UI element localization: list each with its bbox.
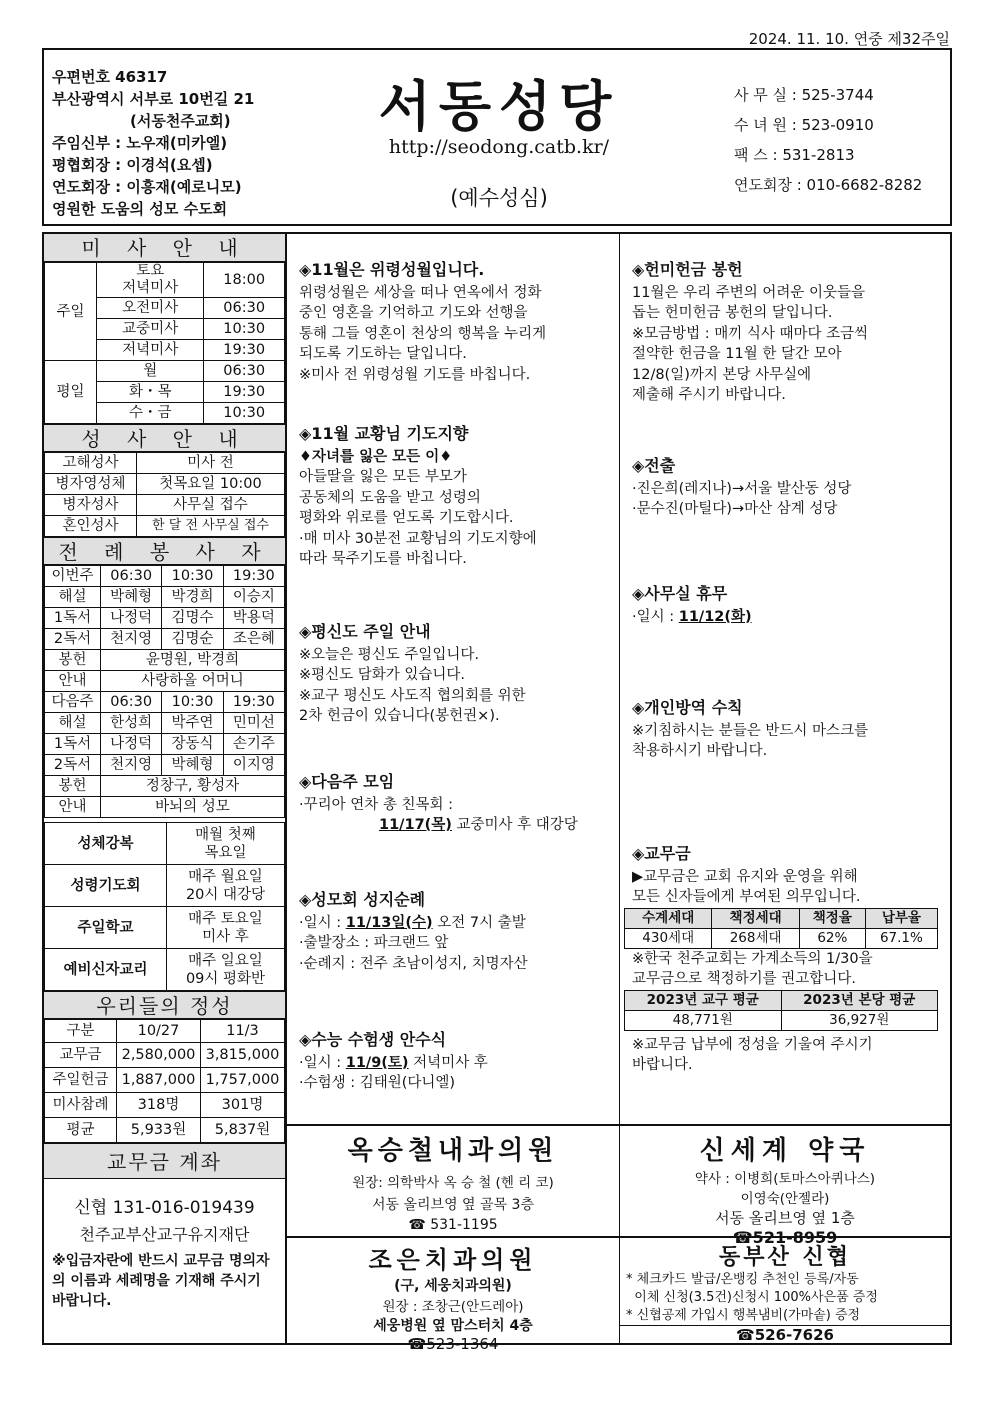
ad-dental: 조은치과의원 (구, 세웅치과의원) 원장 : 조창근(안드레아) 세웅병원 옆 맘스터치 4층 ☎523-1364 [287,1236,620,1343]
notice-health-rules: ◈개인방역 수칙 ※기침하시는 분들은 반드시 마스크를 착용하시기 바랍니다. [632,698,869,759]
notice-dues: ◈교무금 ▶교무금은 교회 유지와 운영을 위해 모든 신자들에게 부여된 의무입니다. 수계세대 책정세대 책정율 납부율 430세대 268세대 62% 67.1% ※한국 천주교회는 가계소득의 1/30을 교무금으로 책정하기를 권고합니다. 2023년 교구 평균 2023년 본당 평균 48,771원 36,927원 ※교무금 납부에 정성을 기울여 주시기 바랍니다. [632,844,950,1076]
sacrament-title: 성 사 안 내 [44,424,285,452]
account-number: 신협 131-016-019439 [74,1198,255,1218]
issue-date: 2024. 11. 10. 연중 제32주일 [748,30,950,48]
servers-title: 전 례 봉 사 자 [44,537,285,565]
mass-table: 주일 토요 저녁미사 18:00 오전미사 06:30 교중미사 10:30 저녁미사 19:30 평일 월 06:30 화・목 19:30 수・금 10:30 [44,262,285,424]
contact-list: 사 무 실 : 525-3744 수 녀 원 : 523-0910 팩 스 : 531-2813 연도회장 : 010-6682-8282 [734,86,923,194]
notice-next-meeting: ◈다음주 모임 ·꾸리아 연차 총 친목회 : 11/17(목) 교중미사 후 대강당 [299,772,578,833]
account-note: ※입금자란에 반드시 교무금 명의자의 이름과 세례명을 기재해 주시기 바랍니다. [52,1253,270,1309]
ad-pharmacy: 신세계 약국 약사 : 이병희(토마스아퀴나스) 이영숙(안젤라) 서동 올리브영 옆 1층 ☎521-8959 [620,1124,950,1236]
offering-table: 구분 10/27 11/3 교무금 2,580,000 3,815,000 주일헌금 1,887,000 1,757,000 미사참례 318명 301명 평균 5,933원 5,837원 [44,1019,285,1143]
account-title: 교무금 계좌 [44,1143,285,1179]
notice-exam-blessing: ◈수능 수험생 안수식 ·일시 : 11/9(토) 저녁미사 후 ·수험생 : 김태원(다니엘) [299,1030,488,1091]
motto: (예수성심) [450,186,548,210]
church-title: 서동성당 [378,74,620,138]
church-url[interactable]: http://seodong.catb.kr/ [388,136,610,158]
notice-pope-intention: ◈11월 교황님 기도지향 ♦자녀를 잃은 모든 이♦ 아들딸을 잃은 모든 부모가 공동체의 도움을 받고 성령의 평화와 위로를 얻도록 기도합시다. ·매 미사 30분전 교황님의 기도지향에 따라 묵주기도를 바칩니다. [299,424,537,567]
average-table: 2023년 교구 평균 2023년 본당 평균 48,771원 36,927원 [624,990,938,1031]
meetings-table: 성체강복 매월 첫째 목요일 성령기도회 매주 월요일 20시 대강당 주일학교 매주 토요일 미사 후 예비신자교리 매주 일요일 09시 평화반 [44,822,285,991]
notice-column-2 [287,234,620,1124]
church-info: 우편번호 46317 부산광역시 서부로 10번길 21 (서동천주교회) 주임신부 : 노우재(미카엘) 평협회장 : 이경석(요셉) 연도회장 : 이흥재(예로니모) 영원한 도움의 성모 수도회 [52,68,255,218]
sacrament-table: 고해성사 미사 전 병자영성체 첫목요일 10:00 병자성사 사무실 접수 혼인성사 한 달 전 사무실 접수 [44,452,285,537]
notice-soul-month: ◈11월은 위령성월입니다. 위령성월은 세상을 떠나 연옥에서 정화 중인 영혼을 기억하고 기도와 선행을 통해 그들 영혼이 천상의 행복을 누리게 되도록 기도하는 달입니다. ※미사 전 위령성월 기도를 바칩니다. [299,260,547,383]
ad-credit-union: 동부산 신협 * 체크카드 발급/온뱅킹 추천인 등록/자동 이체 신청(3.5건)신청시 100%사은품 증정 * 신협공제 가입시 행복냄비(가마솥) 증정 ☎526-7626 [620,1236,950,1343]
page-header [42,48,952,226]
account-org: 천주교부산교구유지재단 [79,1225,250,1244]
notice-rice-offering: ◈헌미헌금 봉헌 11월은 우리 주변의 어려운 이웃들을 돕는 헌미헌금 봉헌의 달입니다. ※모금방법 : 매끼 식사 때마다 조금씩 절약한 헌금을 11월 한 달간 모아 12/8(일)까지 본당 사무실에 제출해 주시기 바랍니다. [632,260,869,403]
notice-column-3 [620,234,950,1124]
servers-table: 이번주 06:30 10:30 19:30 해설 박혜형 박경희 이승지 1독서 나정덕 김명수 박용덕 2독서 천지영 김명순 조은혜 봉헌 윤명원, 박경희 안내 사랑하올 어머니 다음주 06:30 10:30 19:30 해설 한성희 박주연 민미선 1독서 나정덕 장동식 손기주 2독서 천지영 박혜형 이지영 봉헌 정창구, 황성자 안내 바뇌의 성모 [44,565,285,818]
dues-table: 수계세대 책정세대 책정율 납부율 430세대 268세대 62% 67.1% [624,908,938,949]
main-body [42,232,952,1353]
notice-office-closed: ◈사무실 휴무 ·일시 : 11/12(화) [632,584,752,625]
mass-title: 미 사 안 내 [44,234,285,262]
left-column [44,234,287,1343]
notice-pilgrimage: ◈성모회 성지순례 ·일시 : 11/13일(수) 오전 7시 출발 ·출발장소 : 파크랜드 앞 ·순례지 : 전주 초남이성지, 치명자산 [299,890,528,972]
offering-title: 우리들의 정성 [44,991,285,1019]
ad-clinic: 옥승철내과의원 원장: 의학박사 옥 승 철 (헨 리 코) 서동 올리브영 옆 골목 3층 ☎ 531-1195 [287,1124,620,1236]
notice-transfer: ◈전출 ·진은희(레지나)→서울 발산동 성당 ·문수진(마틸다)→마산 삼계 성당 [632,456,852,517]
notice-laity-sunday: ◈평신도 주일 안내 ※오늘은 평신도 주일입니다. ※평신도 담화가 있습니다. ※교구 평신도 사도직 협의회를 위한 2차 헌금이 있습니다(봉헌권×). [299,622,526,724]
